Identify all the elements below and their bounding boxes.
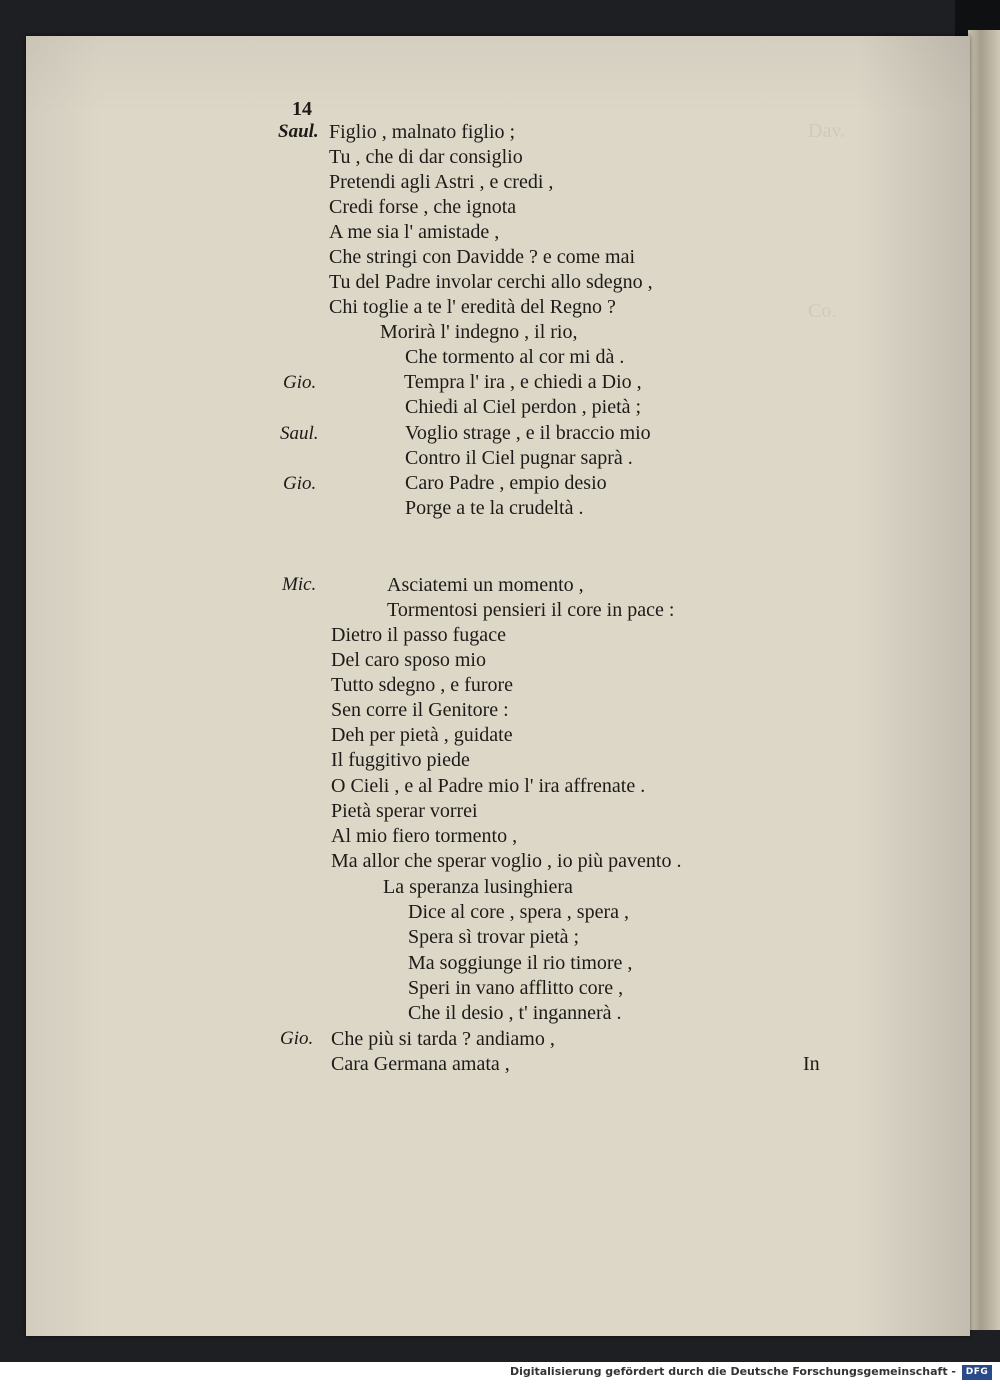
verse-line: Dietro il passo fugace — [331, 624, 506, 646]
verse-line: Tutto sdegno , e furore — [331, 674, 514, 696]
verse-line: Spera sì trovar pietà ; — [408, 926, 580, 948]
verse-line: A me sia l' amistade , — [329, 221, 500, 243]
speaker-label: Gio. — [283, 473, 317, 494]
verse-line: Sen corre il Genitore : — [331, 699, 509, 721]
verse-line: Tempra l' ira , e chiedi a Dio , — [404, 371, 642, 393]
verse-line: Figlio , malnato figlio ; — [329, 121, 516, 143]
verse-line: Speri in vano afflitto core , — [408, 977, 624, 999]
verse-line: Ma allor che sperar voglio , io più pavento . — [331, 850, 682, 872]
verse-line: Dice al core , spera , spera , — [408, 901, 629, 923]
verse-line: Chi toglie a te l' eredità del Regno ? — [329, 296, 616, 318]
verse-line: Al mio fiero tormento , — [331, 825, 518, 847]
catchword: In — [803, 1053, 820, 1075]
footer-bar — [0, 1362, 1000, 1384]
verse-line: Il fuggitivo piede — [331, 749, 470, 771]
verse-line: Pietà sperar vorrei — [331, 800, 478, 822]
dfg-logo-icon: DFG — [962, 1365, 992, 1380]
verse-line: Che stringi con Davidde ? e come mai — [329, 246, 636, 268]
verse-line: Ma soggiunge il rio timore , — [408, 952, 633, 974]
verse-line: Tormentosi pensieri il core in pace : — [387, 599, 675, 621]
verse-line: Che il desio , t' ingannerà . — [408, 1002, 622, 1024]
verse-line: Voglio strage , e il braccio mio — [405, 422, 651, 444]
page-number: 14 — [292, 98, 312, 120]
verse-line: Del caro sposo mio — [331, 649, 486, 671]
verse-line: Caro Padre , empio desio — [405, 472, 607, 494]
verse-line: Pretendi agli Astri , e credi , — [329, 171, 554, 193]
verse-line: O Cieli , e al Padre mio l' ira affrenate . — [331, 775, 646, 797]
verse-line: Morirà l' indegno , il rio, — [380, 321, 578, 343]
speaker-label: Mic. — [282, 574, 317, 595]
verse-line: Che tormento al cor mi dà . — [405, 346, 625, 368]
verse-line: Che più si tarda ? andiamo , — [331, 1028, 555, 1050]
show-through-text: Dav. — [808, 120, 846, 142]
verse-line: Deh per pietà , guidate — [331, 724, 513, 746]
verse-line: Tu del Padre involar cerchi allo sdegno , — [329, 271, 653, 293]
speaker-label: Saul. — [278, 121, 319, 142]
funding-notice: Digitalisierung gefördert durch die Deutsche Forschungsgemeinschaft - — [509, 1365, 956, 1378]
verse-line: Tu , che di dar consiglio — [329, 146, 523, 168]
show-through-text: Co. — [808, 300, 837, 322]
speaker-label: Gio. — [283, 372, 317, 393]
verse-line: Cara Germana amata , — [331, 1053, 510, 1075]
speaker-label: Saul. — [280, 423, 319, 444]
verse-line: Porge a te la crudeltà . — [405, 497, 584, 519]
verse-line: Chiedi al Ciel perdon , pietà ; — [405, 396, 642, 418]
verse-line: Credi forse , che ignota — [329, 196, 517, 218]
speaker-label: Gio. — [280, 1028, 314, 1049]
verse-line: La speranza lusinghiera — [383, 876, 573, 898]
next-page-edge — [968, 30, 1000, 1330]
verse-line: Asciatemi un momento , — [387, 574, 584, 596]
verse-line: Contro il Ciel pugnar saprà . — [405, 447, 633, 469]
